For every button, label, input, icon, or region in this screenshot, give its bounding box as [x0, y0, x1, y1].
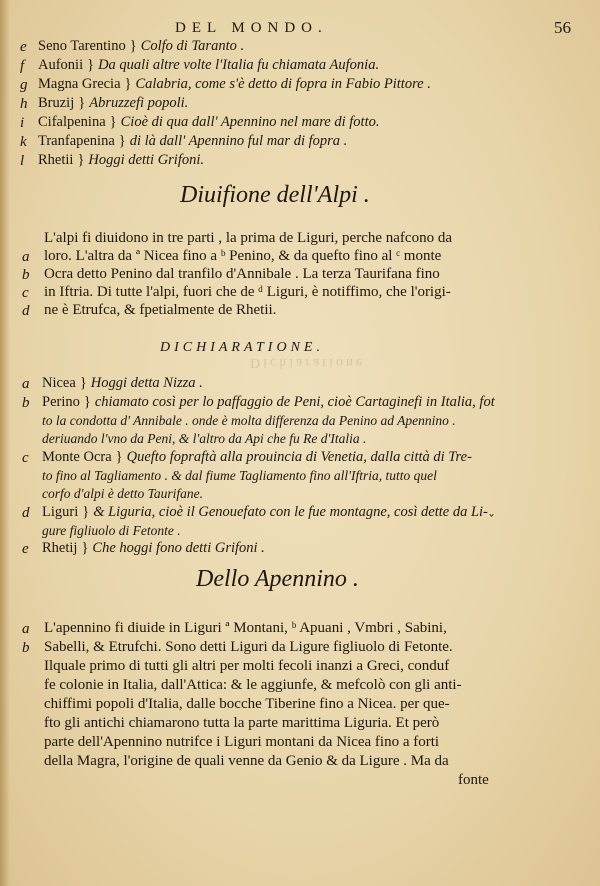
list-gloss: & Liguria, cioè il Genouefato con le fue montagne, così dette da Li-: [93, 504, 488, 520]
catchword: fonte: [458, 772, 489, 788]
brace-glyph: }: [79, 375, 87, 391]
brace-glyph: }: [118, 133, 126, 149]
list-item: [42, 375, 203, 392]
list-item: [42, 449, 472, 466]
list-marker: h: [20, 96, 28, 112]
gloss-continuation: gure figliuolo di Fetonte .: [42, 523, 181, 538]
list-term: Nicea: [42, 375, 76, 391]
list-marker: b: [22, 395, 30, 411]
body-line: Sabelli, & Etrufchi. Sono detti Liguri da Ligure figliuolo di Fetonte.: [44, 639, 453, 655]
brace-glyph: }: [83, 394, 91, 410]
list-gloss: Cioè di qua dall' Apennino nel mare di fotto.: [120, 114, 380, 130]
list-gloss: Hoggi detti Grifoni.: [88, 152, 205, 168]
list-item: [38, 114, 379, 131]
list-gloss: Abruzzefi popoli.: [89, 95, 189, 111]
list-marker: a: [22, 376, 30, 392]
body-line: L'alpi fi diuidono in tre parti , la prima de Liguri, perche nafcono da: [44, 230, 452, 246]
gloss-continuation: to fino al Tagliamento . & dal fiume Tagliamento fino all'Iftria, tutto quel: [42, 468, 437, 483]
body-line: fe colonie in Italia, dall'Attica: & le aggiunfe, & mefcolò con gli anti-: [44, 677, 462, 693]
body-line: loro. L'altra da ª Nicea fino a ᵇ Penino, & da quefto fino al ᶜ monte: [44, 248, 442, 264]
list-term: Magna Grecia: [38, 76, 121, 92]
list-marker: l: [20, 153, 25, 169]
body-line: in Iftria. Di tutte l'alpi, fuori che de ᵈ Liguri, è notiffimo, che l'origi-: [44, 284, 451, 300]
page-fold-shadow: [0, 0, 10, 886]
list-item: [38, 57, 379, 74]
gloss-continuation: deriuando l'vno da Peni, & l'altro da Api che fu Re d'Italia .: [42, 431, 367, 446]
brace-glyph: }: [109, 114, 117, 130]
brace-glyph: }: [81, 540, 89, 556]
list-item: [38, 152, 204, 169]
brace-glyph: }: [115, 449, 123, 465]
list-term: Perino: [42, 394, 80, 410]
body-line: della Magra, l'origine de quali venne da Genio & da Ligure . Ma da: [44, 753, 449, 769]
gloss-continuation: corfo d'alpi è detto Taurifane.: [42, 486, 204, 501]
list-marker: g: [20, 77, 28, 93]
margin-marker: a: [22, 621, 30, 637]
list-term: Rhetij: [42, 540, 78, 556]
margin-marker: b: [22, 267, 30, 283]
brace-glyph: }: [129, 38, 137, 54]
list-term: Monte Ocra: [42, 449, 112, 465]
body-line: fto gli antichi chiamarono tutta la parte marittima Liguria. Et però: [44, 715, 440, 731]
list-marker: k: [20, 134, 27, 150]
brace-glyph: }: [77, 152, 85, 168]
list-item: [38, 95, 188, 112]
body-line: ne è Etrufca, & fpetialmente de Rhetii.: [44, 302, 277, 318]
list-term: Liguri: [42, 504, 79, 520]
list-gloss: Colfo di Taranto .: [140, 38, 245, 54]
caret-mark: ˇ: [488, 513, 495, 529]
margin-marker: c: [22, 285, 29, 301]
list-item: [38, 76, 431, 93]
list-term: Cifalpenina: [38, 114, 106, 130]
list-item: [42, 504, 488, 521]
gloss-continuation: to la condotta d' Annibale . onde è molta differenza da Penino ad Apennino .: [42, 413, 456, 428]
page-number: 56: [554, 18, 571, 37]
brace-glyph: }: [124, 76, 132, 92]
list-marker: e: [22, 541, 29, 557]
section-heading-dichiaratione: DICHIARATIONE.: [160, 340, 324, 355]
list-gloss: Che hoggi fono detti Grifoni .: [92, 540, 265, 556]
list-term: Bruzij: [38, 95, 75, 111]
list-gloss: Calabria, come s'è detto di fopra in Fabio Pittore .: [135, 76, 431, 92]
list-item: [42, 394, 495, 411]
list-item: [38, 38, 244, 55]
list-marker: e: [20, 39, 27, 55]
margin-marker: d: [22, 303, 30, 319]
list-term: Rhetii: [38, 152, 74, 168]
list-item: [42, 540, 265, 557]
list-term: Aufonii: [38, 57, 84, 73]
margin-marker: b: [22, 640, 30, 656]
list-gloss: chiamato così per lo paffaggio de Peni, cioè Cartaginefi in Italia, fot: [94, 394, 495, 410]
list-term: Seno Tarentino: [38, 38, 126, 54]
list-marker: f: [20, 58, 25, 74]
list-marker: d: [22, 505, 30, 521]
list-gloss: di là dall' Apennino ful mar di fopra .: [129, 133, 348, 149]
body-line: Ocra detto Penino dal tranfilo d'Annibale . La terza Taurifana fino: [44, 266, 440, 282]
list-gloss: Da quali altre volte l'Italia fu chiamata Aufonia.: [98, 57, 380, 73]
running-header: DEL MONDO.: [175, 20, 328, 36]
list-term: Tranfapenina: [38, 133, 115, 149]
brace-glyph: }: [87, 57, 95, 73]
show-through-text: Dichiaratione: [250, 355, 366, 370]
body-line: parte dell'Apennino nutrifce i Liguri montani da Nicea fino a forti: [44, 734, 440, 750]
body-line: Ilquale primo di tutti gli altri per molti fecoli inanzi a Greci, conduf: [44, 658, 450, 674]
section-heading-alps: Diuifione dell'Alpi .: [180, 182, 370, 208]
brace-glyph: }: [82, 504, 90, 520]
margin-marker: a: [22, 249, 30, 265]
section-heading-apennino: Dello Apennino .: [196, 566, 359, 592]
list-marker: i: [20, 115, 25, 131]
list-marker: c: [22, 450, 29, 466]
list-item: [38, 133, 347, 150]
list-gloss: Hoggi detta Nizza .: [90, 375, 203, 391]
list-gloss: Quefto fopraftà alla prouincia di Venetia, dalla città di Tre-: [126, 449, 472, 465]
body-line: L'apennino fi diuide in Liguri ª Montani, ᵇ Apuani , Vmbri , Sabini,: [44, 620, 447, 636]
body-line: chiffimi popoli d'Italia, dalle bocche Tiberine fino a Nicea. per que-: [44, 696, 450, 712]
brace-glyph: }: [78, 95, 86, 111]
